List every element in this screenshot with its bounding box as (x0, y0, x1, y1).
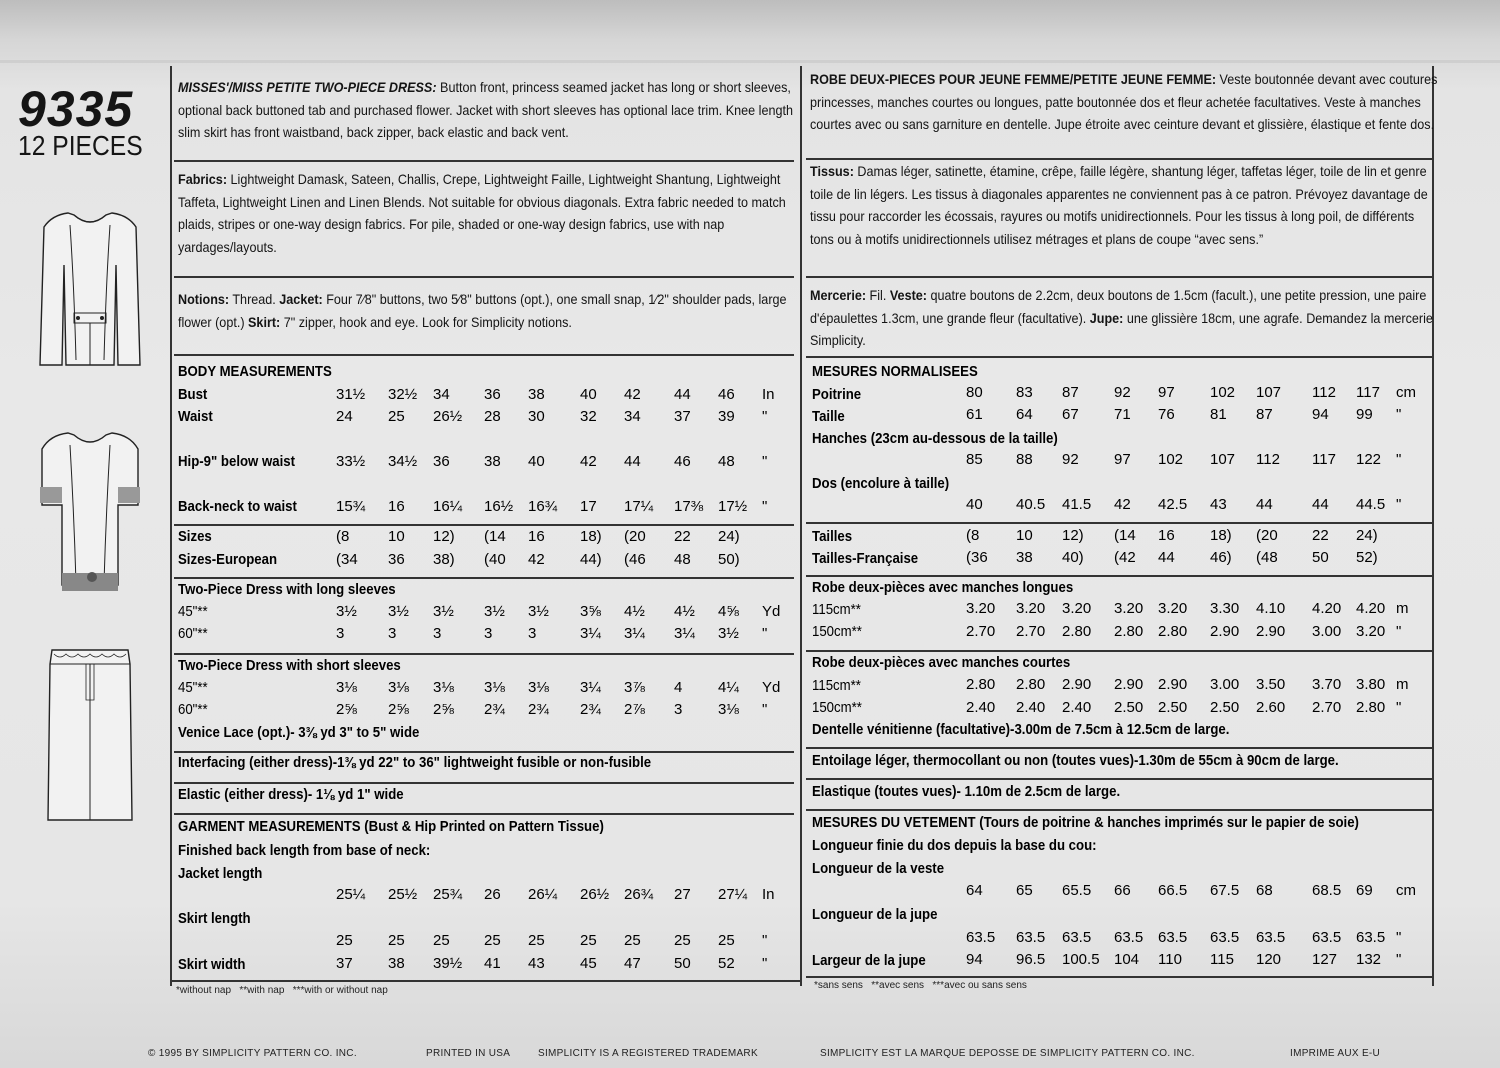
table-cell: 12) (433, 528, 455, 545)
table-cell: 25½ (388, 886, 418, 903)
garment-title-fr: MESURES DU VETEMENT (Tours de poitrine & hanches imprimés sur le papier de soie) (812, 814, 1359, 831)
table-cell: 120 (1256, 951, 1282, 968)
table-cell: 2.90 (1062, 676, 1092, 693)
table-cell: 64 (1016, 406, 1033, 423)
table-cell: 2.80 (1016, 676, 1046, 693)
table-cell: 28 (484, 408, 501, 425)
table-cell: 2.50 (1114, 699, 1144, 716)
table-cell: 44 (1312, 496, 1329, 513)
table-cell: 38 (388, 955, 405, 972)
center-column-rule (800, 66, 802, 986)
table-unit: " (1396, 951, 1402, 968)
table-cell: 61 (966, 406, 983, 423)
table-cell: 3⅛ (388, 679, 409, 696)
table-cell: 96.5 (1016, 951, 1046, 968)
table-cell: 3 (336, 625, 345, 642)
table-cell: 63.5 (1312, 929, 1342, 946)
table-unit: " (762, 932, 768, 949)
table-cell: 26¾ (624, 886, 654, 903)
table-cell: 26¼ (528, 886, 558, 903)
table-cell: 3⅛ (528, 679, 549, 696)
table-cell: 4.20 (1312, 600, 1342, 617)
table-cell: 4⅝ (718, 603, 739, 620)
table-cell: 2.80 (966, 676, 996, 693)
pieces-count: 12 PIECES (18, 130, 143, 161)
table-cell: 50 (674, 955, 691, 972)
table-cell: 3.00 (1210, 676, 1240, 693)
left-column-rule (170, 66, 172, 986)
footnote-en: *without nap **with nap ***with or without nap (176, 985, 388, 996)
table-cell: 67 (1062, 406, 1079, 423)
table-cell: 2¾ (580, 701, 601, 718)
table-cell: 81 (1210, 406, 1227, 423)
table-cell: (14 (484, 528, 506, 545)
table-cell: 25 (624, 932, 641, 949)
table-unit: " (762, 453, 768, 470)
table-cell: 2.40 (1062, 699, 1092, 716)
table-cell: 18) (1210, 527, 1232, 544)
table-cell: 47 (624, 955, 641, 972)
table-cell: 94 (1312, 406, 1329, 423)
table-cell: 3.70 (1312, 676, 1342, 693)
notions-en: Notions: Thread. Jacket: Four 7⁄8" buttons, two 5⁄8" buttons (opt.), one small snap, 1⁄2" shoulder pads, large flower (opt.) Skirt: 7" zipper, hook and eye. Look for Simplicity notions. (178, 291, 787, 330)
table-cell: 46) (1210, 549, 1232, 566)
table-cell: 63.5 (1062, 929, 1092, 946)
venice-lace-en: Venice Lace (opt.)- 3⅜ yd 3" to 5" wide (178, 724, 420, 741)
table-cell: 87 (1256, 406, 1273, 423)
table-cell: 44.5 (1356, 496, 1386, 513)
table-cell: 2⅞ (624, 701, 645, 718)
table-cell: 38 (484, 453, 501, 470)
table-cell: 3⅞ (624, 679, 645, 696)
table-cell: 3½ (336, 603, 357, 620)
jacket-short-sleeve-back-drawing (30, 425, 150, 600)
table-cell: 2.80 (1114, 623, 1144, 640)
skirt-back-drawing (40, 640, 140, 830)
table-cell: (42 (1114, 549, 1136, 566)
table-cell: 3¼ (580, 625, 601, 642)
table-cell: 3 (674, 701, 683, 718)
table-unit: " (1396, 406, 1402, 423)
table-cell: 4 (674, 679, 683, 696)
table-cell: 3⅛ (336, 679, 357, 696)
table-cell: 3⅝ (580, 603, 601, 620)
table-unit: " (762, 625, 768, 642)
table-cell: 26 (484, 886, 501, 903)
body-measurements-title-fr: MESURES NORMALISEES (812, 363, 978, 380)
elastic-fr: Elastique (toutes vues)- 1.10m de 2.5cm de large. (812, 783, 1121, 800)
table-unit: Yd (762, 603, 781, 620)
table-unit: " (1396, 496, 1402, 513)
venice-lace-fr: Dentelle vénitienne (facultative)-3.00m de 7.5cm à 12.5cm de large. (812, 721, 1230, 738)
table-cell: 2.40 (1016, 699, 1046, 716)
table-cell: (20 (1256, 527, 1278, 544)
trademark-fr: SIMPLICITY EST LA MARQUE DEPOSSE DE SIMPLICITY PATTERN CO. INC. (820, 1048, 1195, 1059)
table-cell: 71 (1114, 406, 1131, 423)
table-cell: 3¼ (580, 679, 601, 696)
table-cell: 44 (624, 453, 641, 470)
table-cell: 25 (674, 932, 691, 949)
table-cell: 3.50 (1256, 676, 1286, 693)
table-cell: 67.5 (1210, 882, 1240, 899)
table-cell: 112 (1256, 451, 1280, 468)
table-cell: 42.5 (1158, 496, 1188, 513)
table-cell: 2.80 (1158, 623, 1188, 640)
table-cell: 32½ (388, 386, 418, 403)
table-cell: 102 (1210, 384, 1236, 401)
table-cell: 18) (580, 528, 602, 545)
table-cell: 2.50 (1210, 699, 1240, 716)
table-cell: 3¼ (674, 625, 695, 642)
table-unit: m (1396, 600, 1409, 617)
table-cell: 102 (1158, 451, 1184, 468)
table-cell: 44 (674, 386, 691, 403)
table-cell: 3 (433, 625, 442, 642)
table-cell: 2.90 (1158, 676, 1188, 693)
table-cell: 112 (1312, 384, 1336, 401)
table-cell: 40 (580, 386, 597, 403)
table-unit: " (762, 701, 768, 718)
table-cell: 41 (484, 955, 501, 972)
table-cell: 17½ (718, 498, 748, 515)
table-cell: 3 (528, 625, 537, 642)
table-cell: 34 (624, 408, 641, 425)
table-cell: 64 (966, 882, 983, 899)
table-cell: 63.5 (1356, 929, 1386, 946)
fabrics-fr: Tissus: Damas léger, satinette, étamine, crêpe, faille légère, shantung léger, taffetas léger, toile de lin et genre toile de lin légers. Les tissus à diagonales apparentes ne conviennent pas à ce patron. Prévoyez davantage de tissu pour raccorder les écossais, rayures ou motifs unidirectionnels. Pour les tissus à long poil, de différents tons ou à motifs unidirectionnels utilisez métrages et plans de coupe “avec sens.” (810, 163, 1428, 247)
table-cell: 4¼ (718, 679, 739, 696)
imprime-aux-eu: IMPRIME AUX E-U (1290, 1048, 1381, 1059)
table-cell: 31½ (336, 386, 366, 403)
table-cell: (14 (1114, 527, 1136, 544)
table-cell: 107 (1256, 384, 1282, 401)
table-cell: 63.5 (1210, 929, 1240, 946)
table-cell: 52) (1356, 549, 1378, 566)
table-unit: " (762, 498, 768, 515)
table-cell: 40 (528, 453, 545, 470)
notions-fr: Mercerie: Fil. Veste: quatre boutons de 2.2cm, deux boutons de 1.5cm (facult.), une petite pression, une paire d'épaulettes 1.3cm, une grande fleur (facultative). Jupe: une glissière 18cm, une agrafe. Demandez la mercerie Simplicity. (810, 287, 1433, 348)
table-cell: 107 (1210, 451, 1236, 468)
table-cell: 3¼ (624, 625, 645, 642)
table-cell: 3.00 (1312, 623, 1342, 640)
table-cell: 4½ (624, 603, 645, 620)
table-cell: (8 (336, 528, 350, 545)
table-unit: " (1396, 699, 1402, 716)
table-unit: " (762, 955, 768, 972)
table-cell: 10 (1016, 527, 1033, 544)
table-cell: 2.90 (1256, 623, 1286, 640)
table-cell: 4.10 (1256, 600, 1286, 617)
table-cell: 2.80 (1356, 699, 1386, 716)
table-cell: 25¾ (433, 886, 463, 903)
table-cell: 34 (433, 386, 450, 403)
table-cell: 4½ (674, 603, 695, 620)
table-cell: 16 (388, 498, 405, 515)
table-cell: 44 (1158, 549, 1175, 566)
description-fr: ROBE DEUX-PIECES POUR JEUNE FEMME/PETITE JEUNE FEMME: Veste boutonnée devant avec coutures princesses, manches courtes ou longues, patte boutonnée dos et fleur achetée facultatives. Veste à manches courtes avec ou sans garniture en dentelle. Jupe étroite avec ceinture devant et glissière, élastique et fente dos. (810, 71, 1438, 132)
table-cell: 17¼ (624, 498, 654, 515)
table-cell: 66.5 (1158, 882, 1188, 899)
table-cell: 65.5 (1062, 882, 1092, 899)
table-cell: 68 (1256, 882, 1273, 899)
table-cell: 16¼ (433, 498, 463, 515)
table-unit: cm (1396, 882, 1416, 899)
table-cell: 3½ (484, 603, 505, 620)
pattern-number: 9335 (18, 81, 134, 137)
table-cell: 43 (1210, 496, 1227, 513)
table-cell: 3 (388, 625, 397, 642)
table-cell: 2.70 (1312, 699, 1342, 716)
table-cell: 42 (580, 453, 597, 470)
table-cell: (36 (966, 549, 988, 566)
table-cell: 122 (1356, 451, 1382, 468)
table-cell: 36 (388, 551, 405, 568)
table-cell: 87 (1062, 384, 1079, 401)
table-cell: 30 (528, 408, 545, 425)
table-cell: 17⅜ (674, 498, 704, 515)
table-cell: 132 (1356, 951, 1382, 968)
table-cell: 16¾ (528, 498, 558, 515)
table-cell: 2.70 (966, 623, 996, 640)
table-cell: 45 (580, 955, 597, 972)
table-cell: 110 (1158, 951, 1182, 968)
table-cell: 34½ (388, 453, 418, 470)
table-cell: 37 (674, 408, 691, 425)
table-cell: 24 (336, 408, 353, 425)
garment-title-en: GARMENT MEASUREMENTS (Bust & Hip Printed on Pattern Tissue) (178, 818, 604, 835)
body-measurements-title-en: BODY MEASUREMENTS (178, 363, 332, 380)
table-cell: 40 (966, 496, 983, 513)
fold-line (0, 60, 1500, 63)
table-unit: " (1396, 929, 1402, 946)
elastic-en: Elastic (either dress)- 1⅛ yd 1" wide (178, 786, 404, 803)
table-unit: In (762, 386, 775, 403)
table-cell: 27 (674, 886, 691, 903)
table-cell: 32 (580, 408, 597, 425)
table-cell: 39 (718, 408, 735, 425)
interfacing-fr: Entoilage léger, thermocollant ou non (toutes vues)-1.30m de 55cm à 90cm de large. (812, 752, 1339, 769)
copyright: © 1995 BY SIMPLICITY PATTERN CO. INC. (148, 1048, 357, 1059)
table-cell: 66 (1114, 882, 1131, 899)
table-cell: 3.30 (1210, 600, 1240, 617)
table-cell: 2.90 (1210, 623, 1240, 640)
table-cell: 115 (1210, 951, 1234, 968)
jacket-long-sleeve-back-drawing (30, 205, 150, 370)
table-cell: 88 (1016, 451, 1033, 468)
table-cell: 46 (718, 386, 735, 403)
table-cell: 2⅝ (433, 701, 454, 718)
table-cell: 3½ (718, 625, 739, 642)
table-cell: 26½ (433, 408, 463, 425)
table-cell: 33½ (336, 453, 366, 470)
table-cell: 68.5 (1312, 882, 1342, 899)
table-cell: 12) (1062, 527, 1084, 544)
table-cell: 97 (1114, 451, 1131, 468)
table-unit: In (762, 886, 775, 903)
table-cell: 2.50 (1158, 699, 1188, 716)
table-unit: " (762, 408, 768, 425)
table-cell: 3⅛ (718, 701, 739, 718)
table-cell: 38) (433, 551, 455, 568)
table-unit: Yd (762, 679, 781, 696)
table-cell: 3.20 (966, 600, 996, 617)
table-cell: 99 (1356, 406, 1373, 423)
table-cell: (20 (624, 528, 646, 545)
table-unit: " (1396, 451, 1402, 468)
table-cell: (46 (624, 551, 646, 568)
table-cell: 26½ (580, 886, 610, 903)
table-cell: 25 (388, 932, 405, 949)
table-cell: 3.20 (1062, 600, 1092, 617)
table-cell: 2.90 (1114, 676, 1144, 693)
table-cell: 2⅝ (336, 701, 357, 718)
table-cell: 117 (1356, 384, 1380, 401)
interfacing-en: Interfacing (either dress)-1⅜ yd 22" to 36" lightweight fusible or non-fusible (178, 754, 652, 771)
table-cell: 38 (1016, 549, 1033, 566)
table-cell: 94 (966, 951, 983, 968)
table-cell: 40.5 (1016, 496, 1046, 513)
table-cell: 2.60 (1256, 699, 1286, 716)
table-cell: 22 (1312, 527, 1329, 544)
table-cell: 22 (674, 528, 691, 545)
table-cell: 42 (528, 551, 545, 568)
table-cell: 85 (966, 451, 983, 468)
table-cell: 76 (1158, 406, 1175, 423)
table-cell: 46 (674, 453, 691, 470)
table-cell: 97 (1158, 384, 1175, 401)
table-cell: 40) (1062, 549, 1084, 566)
table-cell: 48 (674, 551, 691, 568)
table-cell: 3.20 (1114, 600, 1144, 617)
table-cell: 44 (1256, 496, 1273, 513)
table-cell: 2.80 (1062, 623, 1092, 640)
pattern-envelope-back: 9335 12 PIECES MISSES'/MISS PETITE TWO-PIECE DRESS: Button front, princess seamed jacket has long or short sleeves, optional back buttoned tab and purchased flower. Jacket with short sleeves has optional lace trim. Knee length slim skirt has front waistband, back zipper, back elastic and back vent. Fabrics: Lightweight Damask, Sateen, Challis, Crepe, Lightweight Faille, Lightweight Shantung, Lightweight Taffeta, Lightweight Linen and Linen Blends. Not suitable for obvious diagonals. Extra fabric needed to match plaids, stripes or one-way design fabrics. For pile, shaded or one-way design fabrics, use with nap yardages/layouts. Notions: Thread. Jacket: Four 7⁄8" buttons, two 5⁄8" buttons (opt.), one small snap, 1⁄2" shoulder pads, large flower (opt.) Skirt: 7" zipper, hook and eye. Look for Simplicity notions. ROBE DEUX-PIECES POUR JEUNE FEMME/PETITE JEUNE FEMME: Veste boutonnée devant avec coutures princesses, manches courtes ou longues, patte boutonnée dos et fleur achetée facultatives. Veste à manches courtes avec ou sans garniture en dentelle. Jupe étroite avec ceinture devant et glissière, élastique et fente dos. Tissus: Damas léger, satinette, étamine, crêpe, faille légère, shantung léger, taffetas léger, toile de lin et genre toile de lin légers. Les tissus à diagonales apparentes ne conviennent pas à ce patron. Prévoyez davantage de tissu pour raccorder les écossais, rayures ou motifs unidirectionnels. Pour les tissus à long poil, de différents tons ou à motifs unidirectionnels utilisez métrages et plans de coupe “avec sens.” Mercerie: Fil. Veste: quatre boutons de 2.2cm, deux boutons de 1.5cm (facult.), une petite pression, une paire d'épaulettes 1.3cm, une grande fleur (facultative). Jupe: une glissière 18cm, une agrafe. Demandez la mercerie Simplicity. BODY MEASUREMENTS Bust Waist Hip-9" below waist Back-neck to waist Sizes Sizes-European Two-Piece Dress with long sleeves 45"** 60"** Two-Piece Dress with short sleeves 45"** 60"** Venice Lace (opt.)- 3⅜ yd 3" to 5" wide Interfacing (either dress)-1⅜ yd 22" to 36" lightweight fusible or non-fusible Elastic (either dress)- 1⅛ yd 1" wide GARMENT MEASUREMENTS (Bust & Hip Printed on Pattern Tissue) Finished back length from base of neck: Jacket length Skirt length Skirt width *without nap **with nap ***with or without nap MESURES NORMALISEES Poitrine Taille Hanches (23cm au-dessous de la taille) Dos (encolure à taille) Tailles Tailles-Française Robe deux-pièces avec manches longues 115cm** 150cm** Robe deux-pièces avec manches courtes 115cm** 150cm** Dentelle vénitienne (facultative)-3.00m de 7.5cm à 12.5cm de large. Entoilage léger, thermocollant ou non (toutes vues)-1.30m de 55cm à 90cm de large. Elastique (toutes vues)- 1.10m de 2.5cm de large. MESURES DU VETEMENT (Tours de poitrine & hanches imprimés sur le papier de soie) Longueur finie du dos depuis la base du cou: Longueur de la veste Longueur de la jupe Largeur de la jupe *sans sens **avec sens ***avec ou sans sens © 1995 BY SIMPLICITY PATTERN CO. INC. PRINTED IN USA SIMPLICITY IS A REGISTERED TRADEMARK SIMPLICITY EST LA MARQUE DEPOSSE DE SIMPLICITY PATTERN CO. INC. IMPRIME AUX E-U 31½ 32½ 34 36 38 40 42 44 46 In 24 25 26½ 28 30 32 34 37 39 " 33½ 34½ 36 38 40 42 44 46 48 " 15¾ 16 16¼ 16½ 16¾ 17 17¼ 17⅜ 17½ " (8 10 12) (14 16 18) (20 22 24) (34 36 38) (40 42 44) (46 48 50) 3½ 3½ 3½ 3½ 3½ 3⅝ 4½ 4½ 4⅝ Yd 3 3 3 3 3 3¼ 3¼ 3¼ 3½ " 3⅛ 3⅛ 3⅛ 3⅛ 3⅛ 3¼ 3⅞ 4 4¼ Yd 2⅝ 2⅝ 2⅝ 2¾ 2¾ 2¾ 2⅞ 3 3⅛ " 25¼ 25½ 25¾ 26 26¼ 26½ 26¾ 27 27¼ In 25 25 25 25 25 25 25 25 25 " 37 38 39½ 41 43 45 47 50 52 " 80 83 87 92 97 102 107 112 117 cm 61 64 67 71 76 81 87 94 99 " 85 88 92 97 102 107 112 117 122 " 40 40.5 41.5 42 42.5 43 44 44 44.5 " (8 10 12) (14 16 18) (20 22 24) (36 38 40) (42 44 46) (48 50 52) 3.20 3.20 3.20 3.20 3.20 3.30 4.10 4.20 4.20 m 2.70 2.70 2.80 2.80 2.80 2.90 2.90 3.00 3.20 " 2.80 2.80 2.90 2.90 2.90 3.00 3.50 3.70 3.80 m 2.40 2.40 2.40 2.50 2.50 2.50 2.60 2.70 2.80 " 64 65 65.5 66 66.5 67.5 68 68.5 69 cm 63.5 63.5 63.5 63.5 63.5 63.5 63.5 63.5 63.5 " 94 96.5 100.5 104 110 115 120 127 132 " (0, 0, 1500, 1068)
printed-in-usa: PRINTED IN USA (426, 1048, 511, 1059)
table-cell: 104 (1114, 951, 1140, 968)
table-unit: cm (1396, 384, 1416, 401)
table-cell: 117 (1312, 451, 1336, 468)
table-cell: 92 (1114, 384, 1131, 401)
table-cell: (40 (484, 551, 506, 568)
table-cell: (8 (966, 527, 980, 544)
table-cell: 63.5 (966, 929, 996, 946)
table-cell: 50 (1312, 549, 1329, 566)
table-cell: 3½ (528, 603, 549, 620)
table-cell: 3½ (433, 603, 454, 620)
table-cell: 25 (336, 932, 353, 949)
table-cell: 42 (624, 386, 641, 403)
table-cell: 17 (580, 498, 597, 515)
table-cell: 16 (1158, 527, 1175, 544)
table-cell: 3½ (388, 603, 409, 620)
table-cell: 3 (484, 625, 493, 642)
table-cell: 3.20 (1016, 600, 1046, 617)
table-cell: 3.20 (1158, 600, 1188, 617)
table-cell: 25 (388, 408, 405, 425)
description-en: MISSES'/MISS PETITE TWO-PIECE DRESS: Button front, princess seamed jacket has long or short sleeves, optional back buttoned tab and purchased flower. Jacket with short sleeves has optional lace trim. Knee length slim skirt has front waistband, back zipper, back elastic and back vent. (178, 79, 793, 140)
table-cell: 63.5 (1256, 929, 1286, 946)
table-cell: 2.70 (1016, 623, 1046, 640)
table-cell: 38 (528, 386, 545, 403)
table-cell: 39½ (433, 955, 463, 972)
table-cell: 16½ (484, 498, 514, 515)
table-cell: (34 (336, 551, 358, 568)
table-cell: 24) (718, 528, 740, 545)
table-cell: 25 (718, 932, 735, 949)
table-cell: 25¼ (336, 886, 366, 903)
table-cell: 42 (1114, 496, 1131, 513)
fabrics-en: Fabrics: Lightweight Damask, Sateen, Challis, Crepe, Lightweight Faille, Lightweight Shantung, Lightweight Taffeta, Lightweight Linen and Linen Blends. Not suitable for obvious diagonals. Extra fabric needed to match plaids, stripes or one-way design fabrics. For pile, shaded or one-way design fabrics, use with nap yardages/layouts. (178, 171, 786, 255)
table-cell: 25 (433, 932, 450, 949)
table-cell: 15¾ (336, 498, 366, 515)
table-cell: 3.20 (1356, 623, 1386, 640)
table-cell: 2.40 (966, 699, 996, 716)
table-cell: (48 (1256, 549, 1278, 566)
table-cell: 3⅛ (433, 679, 454, 696)
table-cell: 83 (1016, 384, 1033, 401)
table-cell: 65 (1016, 882, 1033, 899)
table-cell: 24) (1356, 527, 1378, 544)
table-cell: 63.5 (1114, 929, 1144, 946)
table-cell: 10 (388, 528, 405, 545)
table-cell: 44) (580, 551, 602, 568)
table-cell: 36 (484, 386, 501, 403)
table-cell: 41.5 (1062, 496, 1092, 513)
table-cell: 50) (718, 551, 740, 568)
table-cell: 48 (718, 453, 735, 470)
table-cell: 92 (1062, 451, 1079, 468)
table-cell: 80 (966, 384, 983, 401)
table-unit: m (1396, 676, 1409, 693)
table-cell: 25 (528, 932, 545, 949)
table-cell: 37 (336, 955, 353, 972)
footnote-fr: *sans sens **avec sens ***avec ou sans sens (814, 980, 1027, 991)
table-cell: 25 (580, 932, 597, 949)
table-unit: " (1396, 623, 1402, 640)
table-cell: 69 (1356, 882, 1373, 899)
table-cell: 3⅛ (484, 679, 505, 696)
table-cell: 63.5 (1158, 929, 1188, 946)
table-cell: 3.80 (1356, 676, 1386, 693)
trademark-en: SIMPLICITY IS A REGISTERED TRADEMARK (538, 1048, 758, 1059)
table-cell: 52 (718, 955, 735, 972)
table-cell: 63.5 (1016, 929, 1046, 946)
table-cell: 2¾ (484, 701, 505, 718)
table-cell: 36 (433, 453, 450, 470)
table-cell: 127 (1312, 951, 1338, 968)
table-cell: 16 (528, 528, 545, 545)
table-cell: 25 (484, 932, 501, 949)
table-cell: 2¾ (528, 701, 549, 718)
table-cell: 4.20 (1356, 600, 1386, 617)
table-cell: 27¼ (718, 886, 748, 903)
table-cell: 100.5 (1062, 951, 1100, 968)
table-cell: 2⅝ (388, 701, 409, 718)
table-cell: 43 (528, 955, 545, 972)
